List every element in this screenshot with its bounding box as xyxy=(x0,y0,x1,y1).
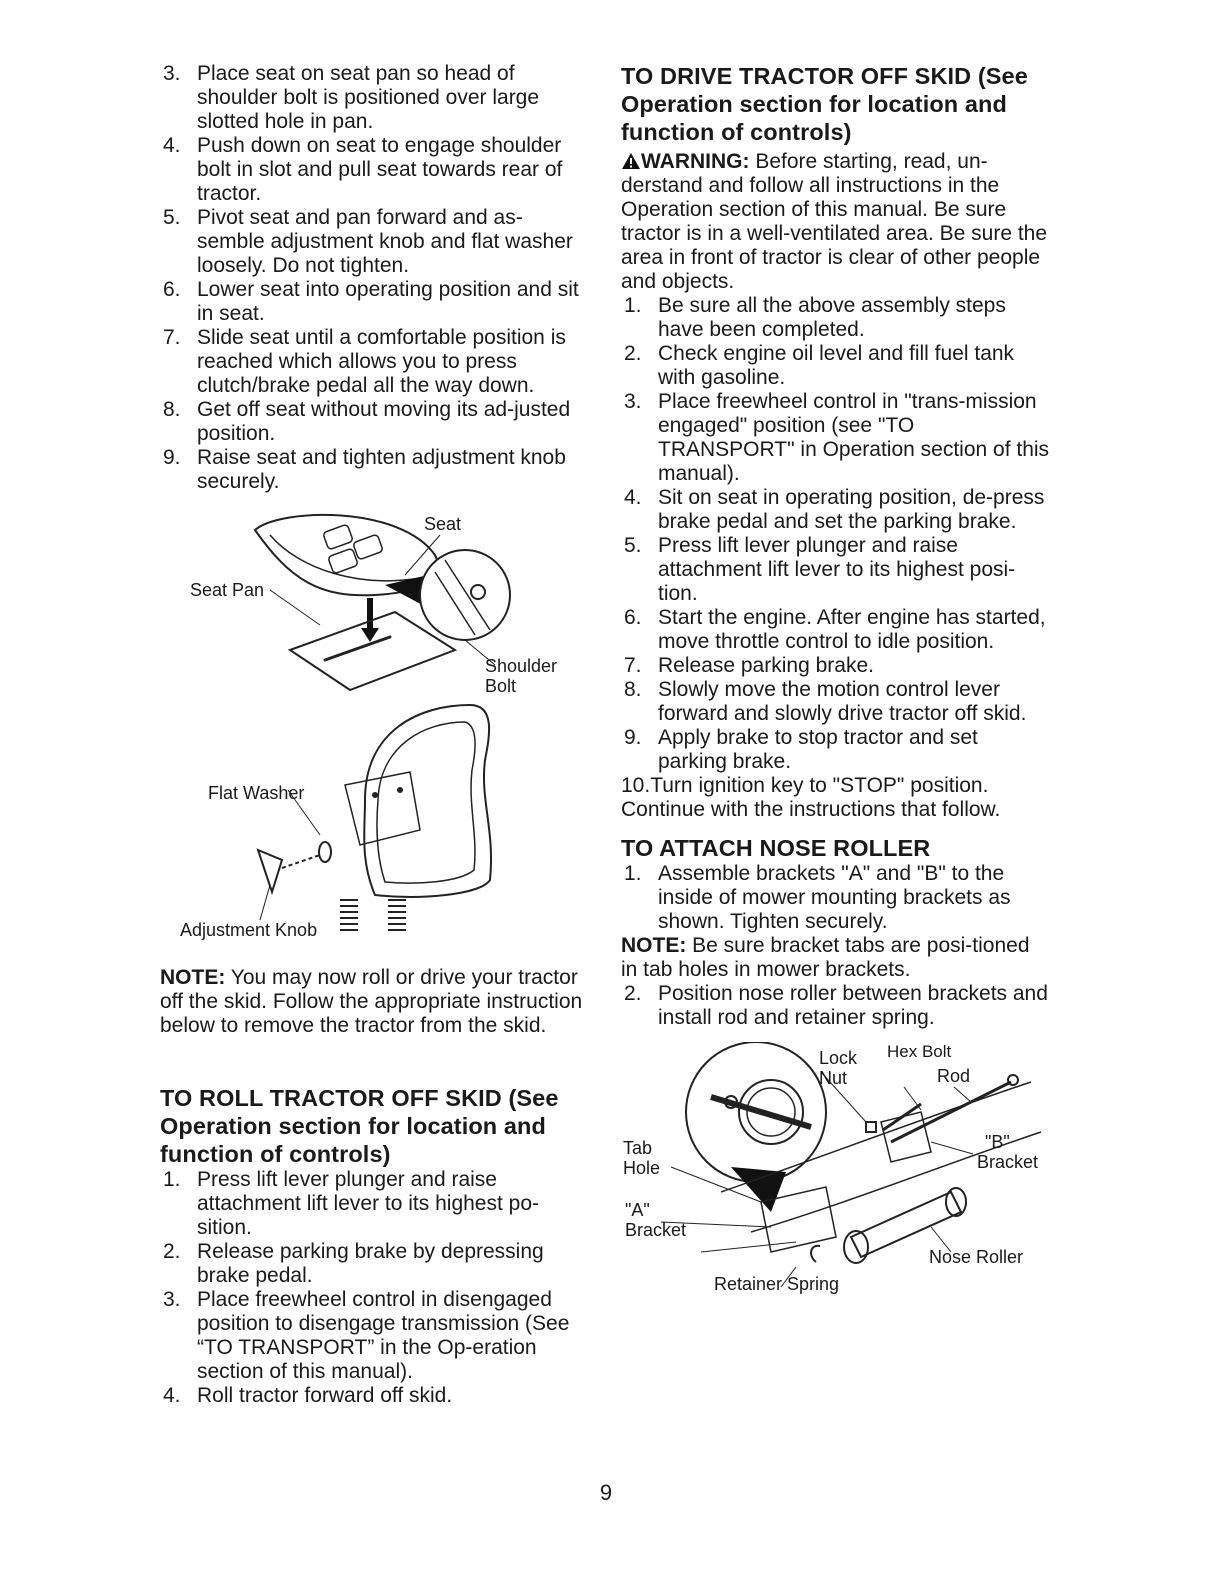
left-column xyxy=(160,62,590,1408)
label-retainer-spring: Retainer Spring xyxy=(714,1274,840,1294)
note-paragraph: NOTE: You may now roll or drive your tractor off the skid. Follow the appropriate instruction below to remove the tractor from the skid. xyxy=(160,966,583,1037)
continue-text: Continue with the instructions that follow. xyxy=(621,798,1001,821)
nose-roller-steps-2 xyxy=(621,982,1051,1030)
step-item: 6. Start the engine. After engine has started, move throttle control to idle position. xyxy=(624,606,1046,653)
step-item: 5. Press lift lever plunger and raise attachment lift lever to its highest posi-tion. xyxy=(624,534,1016,605)
step-item: 2. Check engine oil level and fill fuel tank with gasoline. xyxy=(624,342,1015,389)
seat-illustration xyxy=(160,500,590,960)
step-item: 1. Be sure all the above assembly steps have been completed. xyxy=(624,294,1006,341)
label-nose-roller: Nose Roller xyxy=(929,1247,1024,1267)
nose-roller-steps-1 xyxy=(621,862,1051,934)
seat-assembly-figure xyxy=(160,500,590,960)
step-item: 7. Release parking brake. xyxy=(624,654,874,677)
step-item: 9. Apply brake to stop tractor and set parking brake. xyxy=(624,726,978,773)
step-item: 2. Position nose roller between brackets and install rod and retainer spring. xyxy=(624,982,1048,1029)
warning-paragraph: WARNING: Before starting, read, un-derstand and follow all instructions in the Operation section of this manual. Be sure tractor is in a well-ventilated area. Be sure the area in front of tractor is clear of other people and objects. xyxy=(621,150,1048,293)
label-bracket-a: "A" Bracket xyxy=(625,1200,687,1240)
label-tab-hole: Tab Hole xyxy=(623,1138,661,1178)
step-item: 4. Push down on seat to engage shoulder bolt in slot and pull seat towards rear of tractor. xyxy=(163,134,563,205)
drive-off-steps xyxy=(621,294,1051,798)
warning-triangle-icon xyxy=(621,152,641,170)
label-seat-pan: Seat Pan xyxy=(190,580,265,600)
label-rod: Rod xyxy=(937,1066,971,1086)
step-item: 4. Sit on seat in operating position, de-press brake pedal and set the parking brake. xyxy=(624,486,1045,533)
label-hex-bolt: Hex Bolt xyxy=(887,1042,952,1061)
nose-roller-heading: TO ATTACH NOSE ROLLER xyxy=(621,835,931,861)
label-lock-nut: Lock Nut xyxy=(819,1048,858,1088)
step-item: 2. Release parking brake by depressing brake pedal. xyxy=(163,1240,544,1287)
label-flat-washer: Flat Washer xyxy=(208,783,305,803)
page-number: 9 xyxy=(599,1480,613,1505)
seat-install-steps xyxy=(160,62,590,494)
roll-off-steps xyxy=(160,1168,590,1408)
step-item: 8. Slowly move the motion control lever forward and slowly drive tractor off skid. xyxy=(624,678,1027,725)
step-item: 10.Turn ignition key to "STOP" position. xyxy=(621,774,989,797)
label-bracket-b: "B" Bracket xyxy=(977,1132,1039,1172)
label-seat: Seat xyxy=(424,514,462,534)
step-item: 8. Get off seat without moving its ad-justed position. xyxy=(163,398,571,445)
step-item: 7. Slide seat until a comfortable position is reached which allows you to press clutch/brake pedal all the way down. xyxy=(163,326,566,397)
step-item: 1. Press lift lever plunger and raise attachment lift lever to its highest po-sition. xyxy=(163,1168,539,1239)
label-adjustment-knob: Adjustment Knob xyxy=(180,920,318,940)
step-item: 4. Roll tractor forward off skid. xyxy=(163,1384,453,1407)
step-item: 3. Place freewheel control in "trans-mission engaged" position (see "TO TRANSPORT" in Operation section of this manual). xyxy=(624,390,1050,485)
step-item: 1. Assemble brackets "A" and "B" to the inside of mower mounting brackets as shown. Tighten securely. xyxy=(624,862,1011,933)
drive-off-heading: TO DRIVE TRACTOR OFF SKID (See Operation section for location and function of controls) xyxy=(621,63,1028,145)
label-shoulder-bolt: Shoulder Bolt xyxy=(485,656,558,696)
step-item: 3. Place freewheel control in disengaged position to disengage transmission (See “TO TRANSPORT” in the Op-eration section of this manual). xyxy=(163,1288,570,1383)
step-item: 5. Pivot seat and pan forward and as-semble adjustment knob and flat washer loosely. Do not tighten. xyxy=(163,206,573,277)
nose-roller-figure xyxy=(621,1042,1051,1302)
nose-note-paragraph: NOTE: Be sure bracket tabs are posi-tioned in tab holes in mower brackets. xyxy=(621,934,1030,981)
roll-off-heading: TO ROLL TRACTOR OFF SKID (See Operation section for location and function of controls) xyxy=(160,1085,559,1167)
step-item: 3. Place seat on seat pan so head of shoulder bolt is positioned over large slotted hole in pan. xyxy=(163,62,540,133)
step-item: 6. Lower seat into operating position and sit in seat. xyxy=(163,278,579,325)
step-item: 9. Raise seat and tighten adjustment knob securely. xyxy=(163,446,566,493)
right-column xyxy=(621,62,1051,1302)
